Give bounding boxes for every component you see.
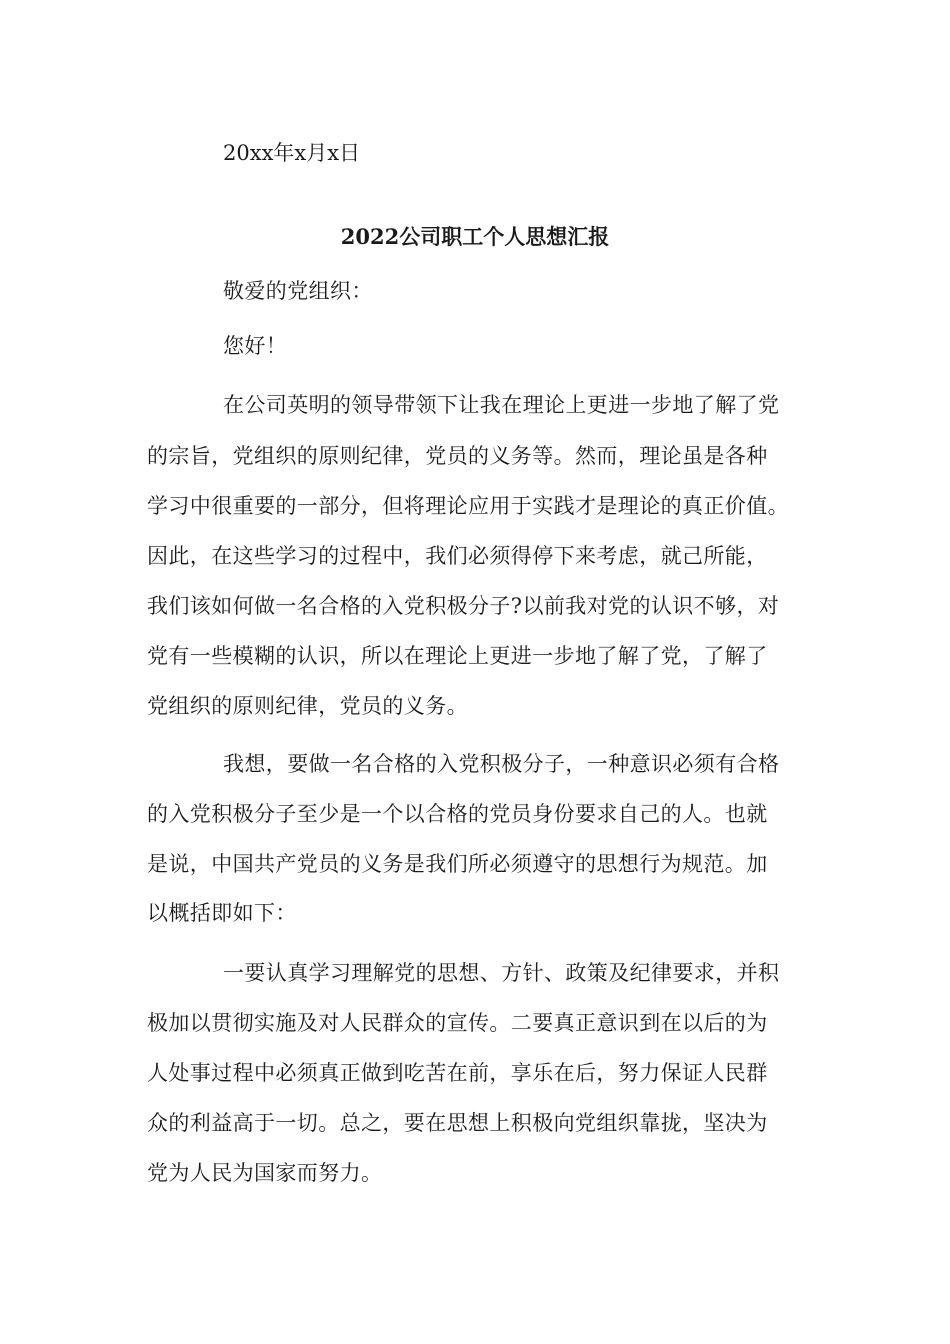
paragraph-line: 我想，要做一名合格的入党积极分子，一种意识必须有合格 <box>223 752 780 776</box>
greeting: 您好！ <box>223 334 288 358</box>
paragraph-line: 我们该如何做一名合格的入党积极分子?以前我对党的认识不够，对 <box>147 594 780 618</box>
paragraph-line: 众的利益高于一切。总之，要在思想上积极向党组织靠拢，坚决为 <box>147 1111 768 1135</box>
paragraph-line: 的宗旨，党组织的原则纪律，党员的义务等。然而，理论虽是各种 <box>147 444 768 468</box>
paragraph-line: 以概括即如下： <box>147 901 297 925</box>
paragraph-line: 极加以贯彻实施及对人民群众的宣传。二要真正意识到在以后的为 <box>147 1011 768 1035</box>
paragraph-line: 学习中很重要的一部分，但将理论应用于实践才是理论的真正价值。 <box>147 494 789 518</box>
paragraph-line: 党有一些模糊的认识，所以在理论上更进一步地了解了党，了解了 <box>147 644 768 668</box>
paragraph-line: 的入党积极分子至少是一个以合格的党员身份要求自己的人。也就 <box>147 802 768 826</box>
paragraph-line: 因此，在这些学习的过程中，我们必须得停下来考虑，就己所能， <box>147 544 768 568</box>
salutation: 敬爱的党组织： <box>223 279 373 303</box>
paragraph-line: 党组织的原则纪律，党员的义务。 <box>147 694 468 718</box>
paragraph-line: 是说，中国共产党员的义务是我们所必须遵守的思想行为规范。加 <box>147 852 768 876</box>
paragraph-line: 人处事过程中必须真正做到吃苦在前，享乐在后，努力保证人民群 <box>147 1061 768 1085</box>
paragraph-line: 党为人民为国家而努力。 <box>147 1161 383 1185</box>
paragraph-line: 一要认真学习理解党的思想、方针、政策及纪律要求，并积 <box>223 961 780 985</box>
date-line: 20xx年x月x日 <box>223 141 361 165</box>
document-title: 2022公司职工个人思想汇报 <box>340 224 610 249</box>
paragraph-line: 在公司英明的领导带领下让我在理论上更进一步地了解了党 <box>223 393 780 417</box>
